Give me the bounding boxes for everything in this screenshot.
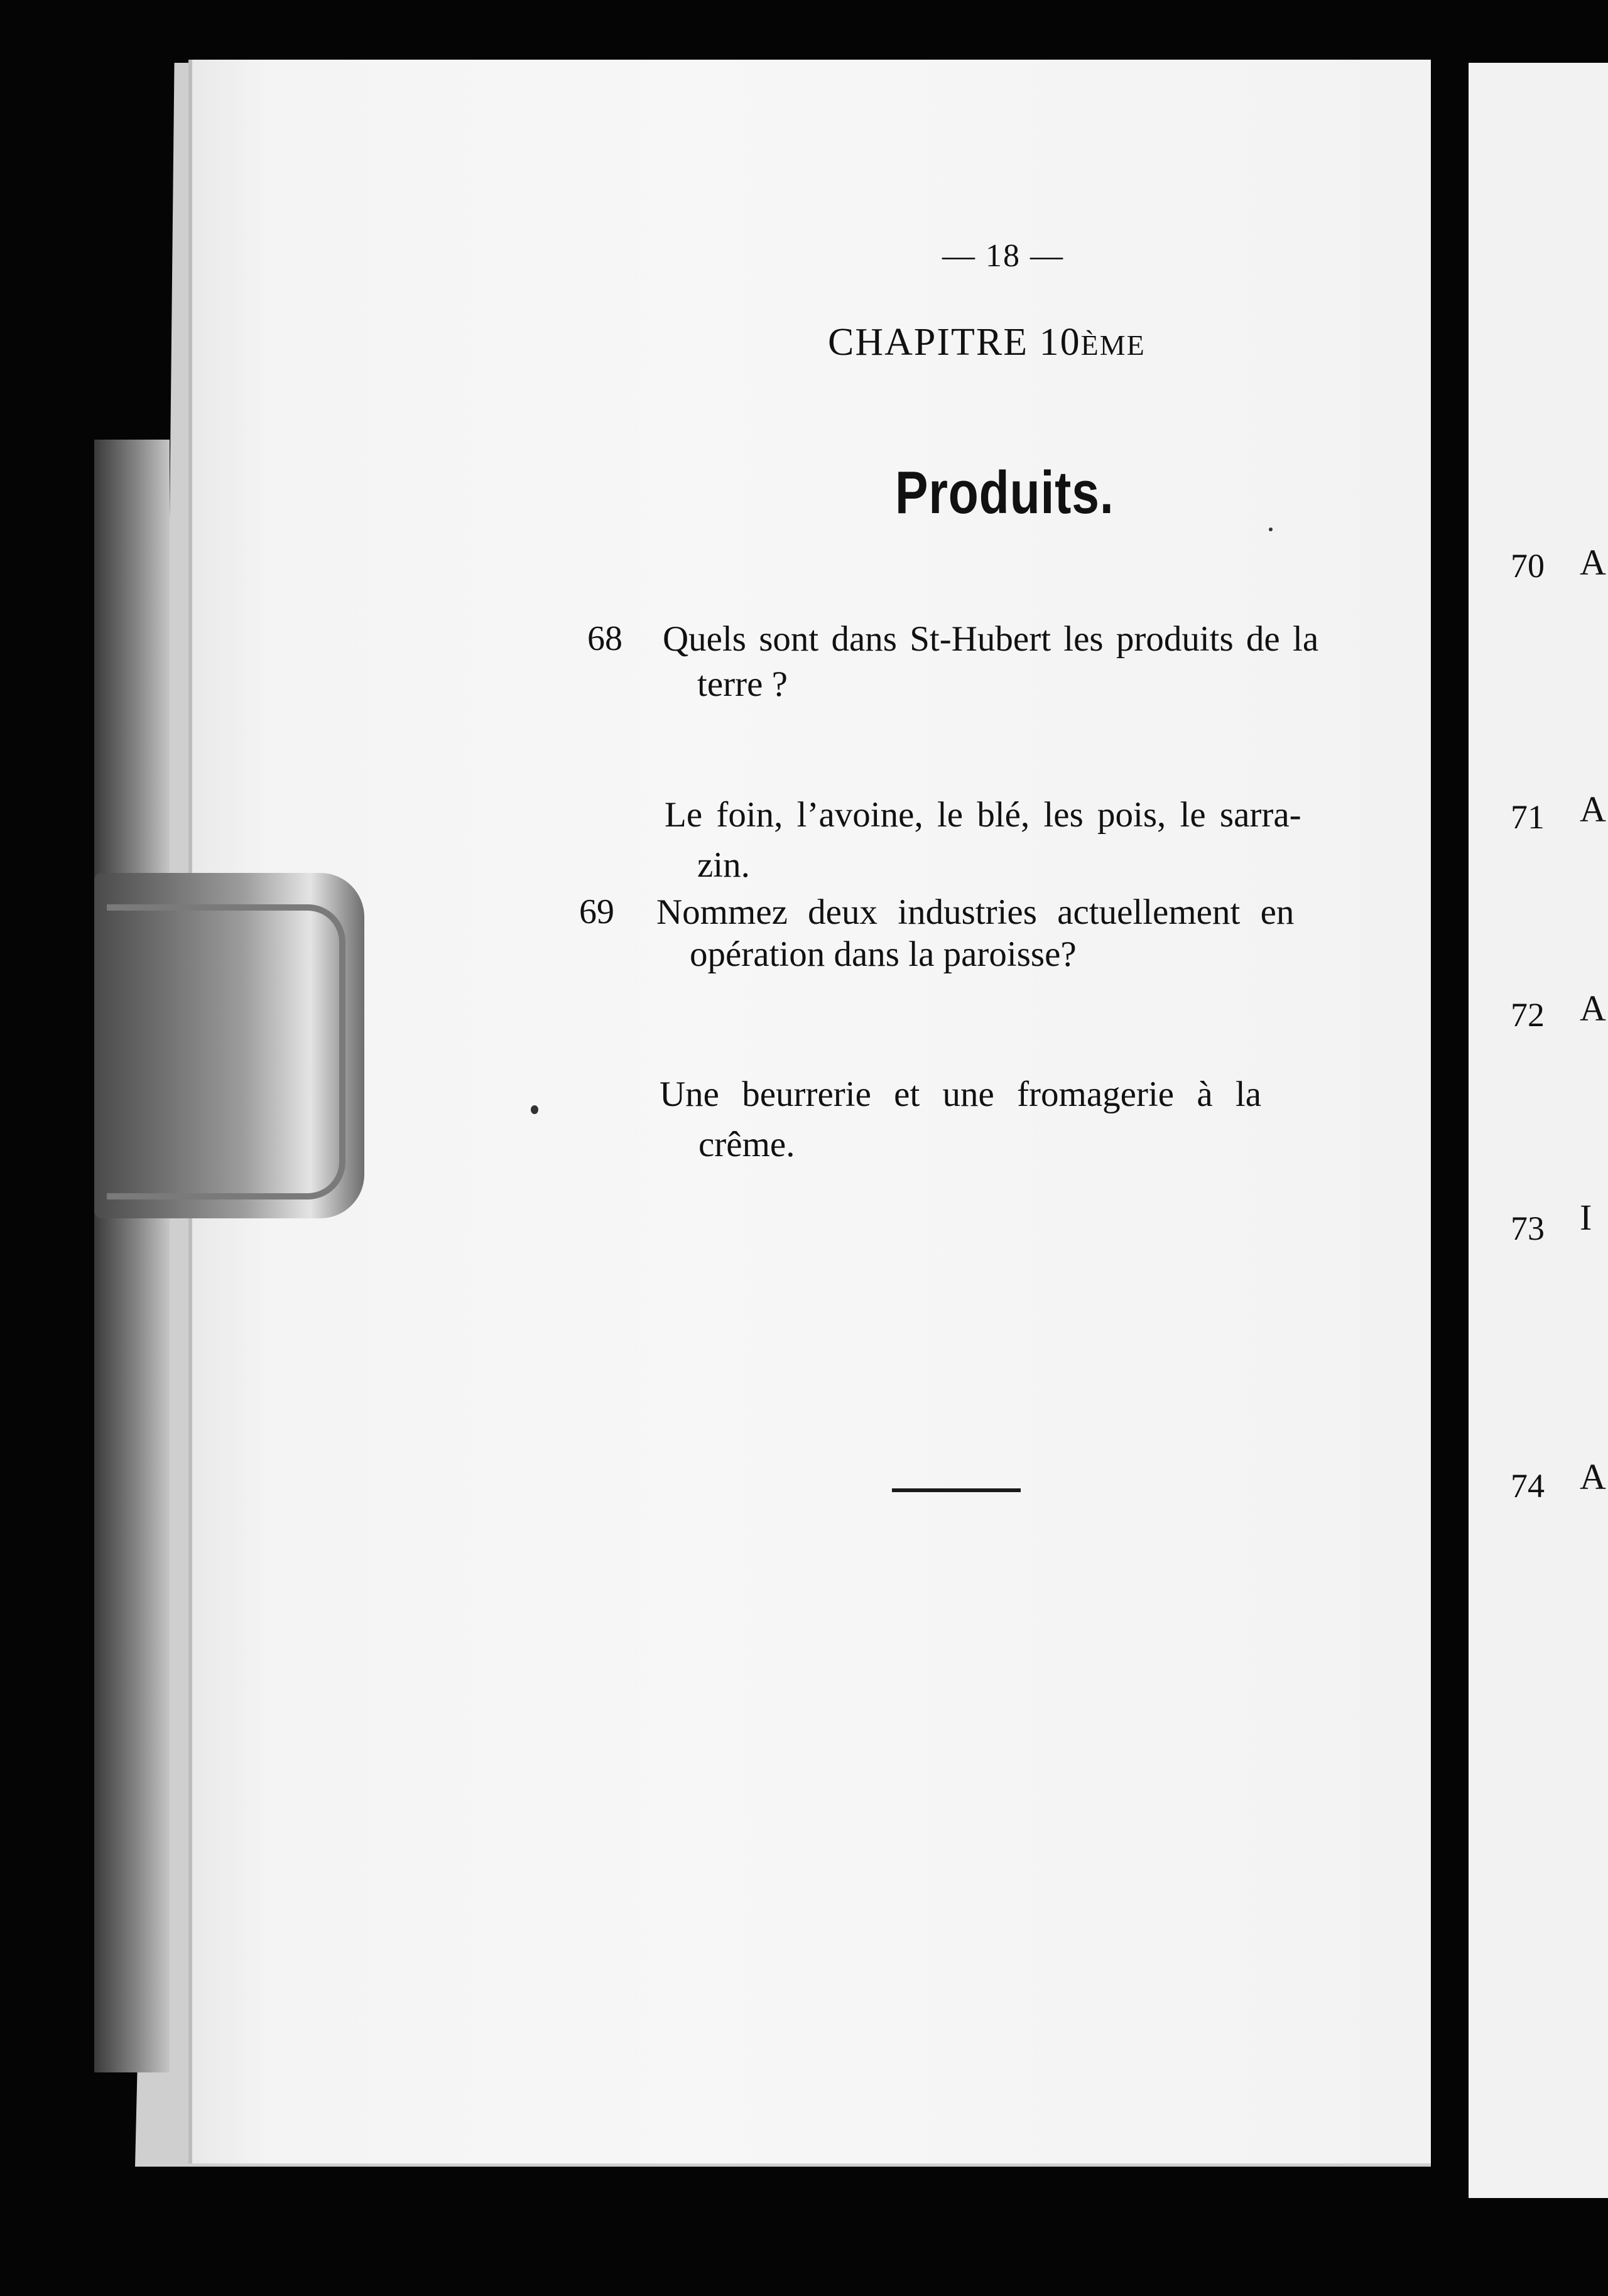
answer-line: Le foin, l’avoine, le blé, les pois, le sarra- — [665, 795, 1301, 835]
ink-speck — [531, 1105, 538, 1114]
question-number: 69 — [579, 892, 614, 931]
answer-line: crême. — [698, 1125, 795, 1164]
page-edge-strip — [94, 440, 170, 2072]
question-line: opération dans la paroisse? — [690, 934, 1077, 974]
answer-line: Une beurrerie et une fromagerie à la — [660, 1075, 1262, 1114]
facing-page-letter: A — [1580, 988, 1606, 1029]
section-end-rule — [892, 1488, 1021, 1492]
facing-page-number: 73 — [1511, 1210, 1545, 1247]
chapter-title — [828, 320, 1146, 365]
chapter-title-main: CHAPITRE 10 — [828, 321, 1081, 364]
answer-line: zin. — [697, 845, 750, 885]
facing-page — [1469, 63, 1608, 2198]
facing-page-letter: A — [1580, 542, 1606, 583]
facing-page-letter: I — [1580, 1197, 1592, 1238]
facing-page-number: 70 — [1511, 547, 1545, 585]
facing-page-letter: A — [1580, 789, 1606, 830]
chapter-title-suffix: ÈME — [1080, 329, 1146, 361]
facing-page-number: 72 — [1511, 996, 1545, 1034]
question-number: 68 — [587, 619, 622, 658]
section-title: Produits. — [895, 459, 1114, 526]
binding-clip-inner — [107, 904, 345, 1199]
facing-page-letter: A — [1580, 1456, 1606, 1497]
facing-page-number: 74 — [1511, 1467, 1545, 1505]
page-number: — 18 — — [942, 238, 1064, 274]
book-gutter — [1431, 50, 1469, 2185]
facing-page-number: 71 — [1511, 798, 1545, 836]
question-line: terre ? — [697, 664, 788, 704]
ink-speck — [1269, 528, 1273, 531]
question-line: Nommez deux industries actuellement en — [656, 892, 1295, 932]
question-line: Quels sont dans St-Hubert les produits de la — [663, 619, 1319, 659]
